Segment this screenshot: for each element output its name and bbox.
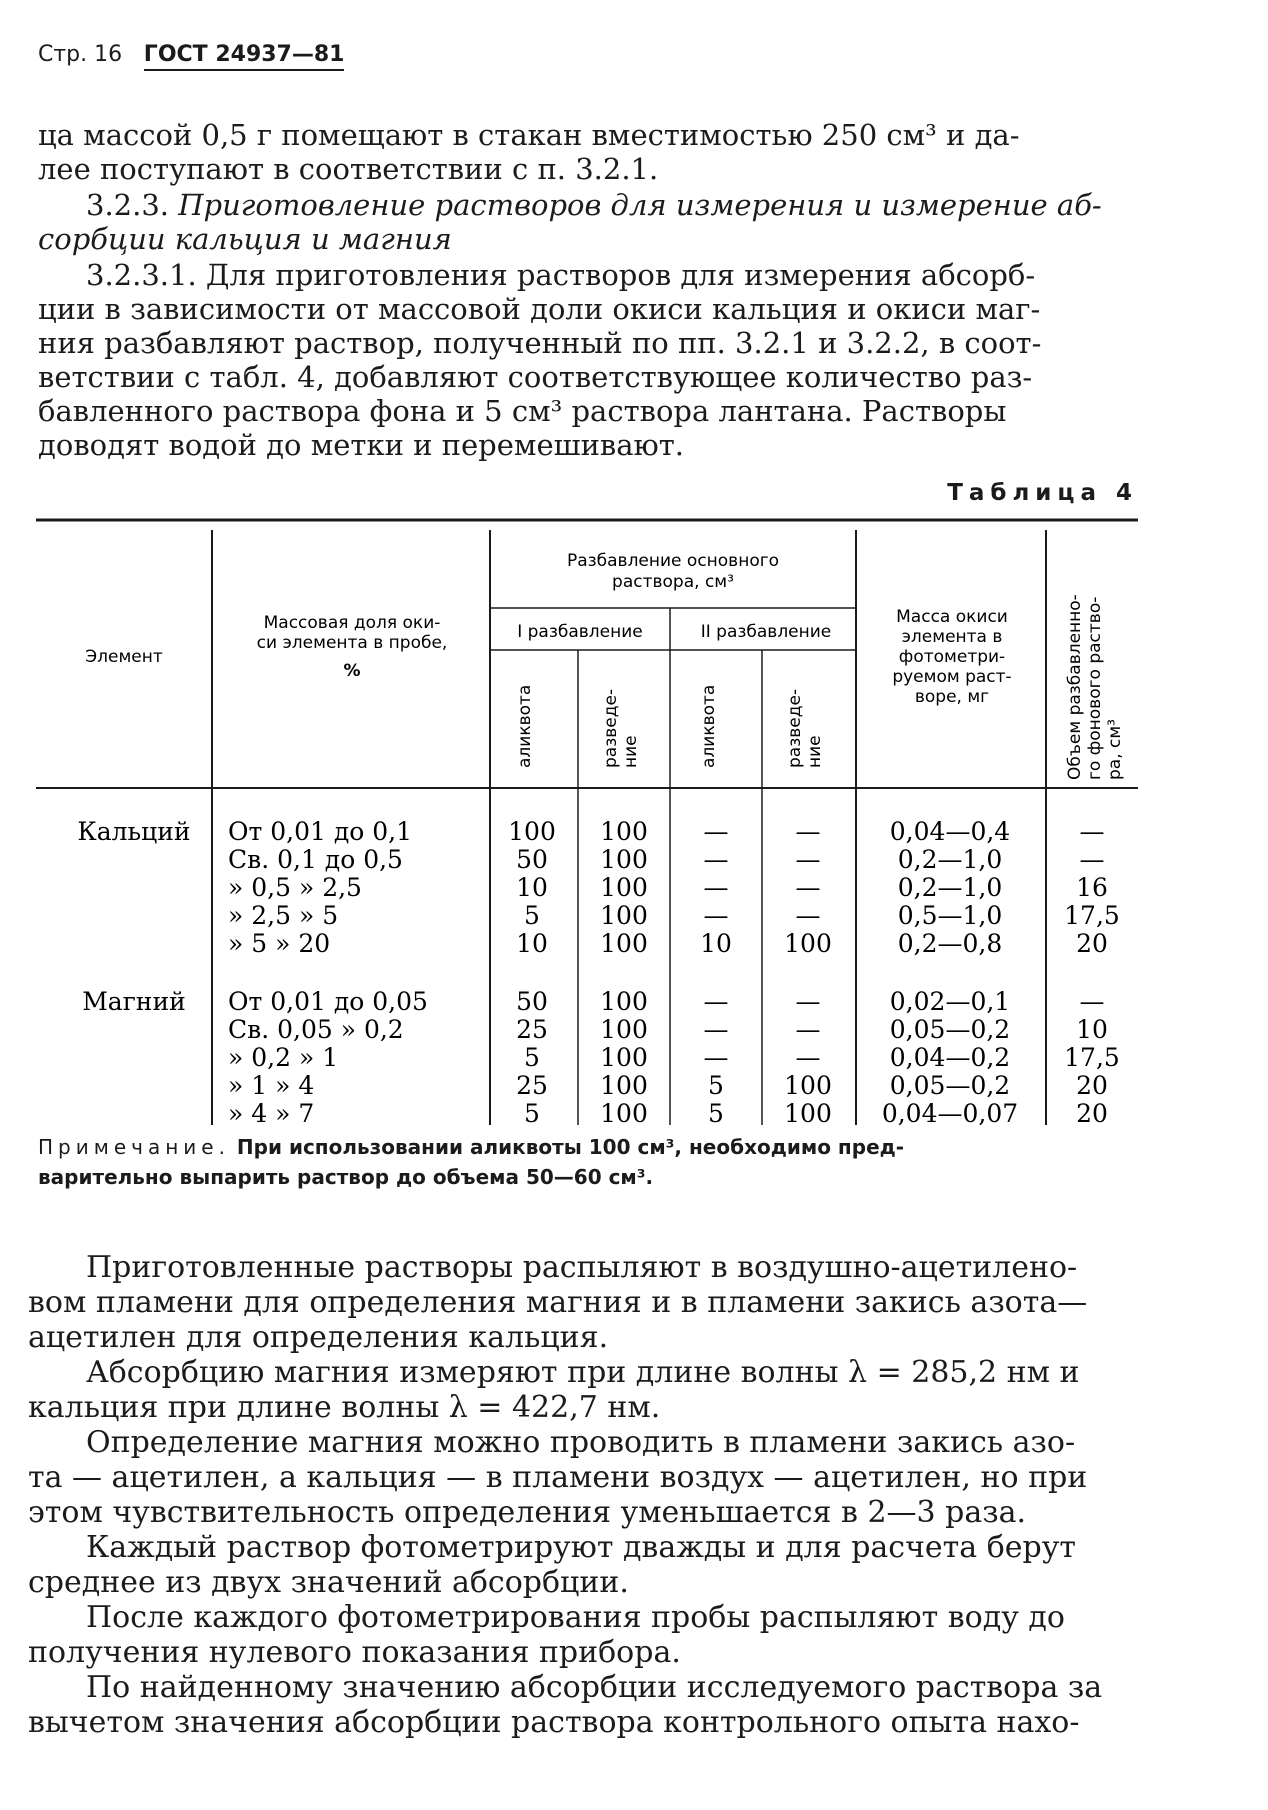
cell-range: » 5 » 20 [228,929,331,958]
cell-mass: 0,2—1,0 [897,845,1003,874]
cell-range: » 2,5 » 5 [228,901,339,930]
header-mass-oxide: фотометри- [898,647,1006,667]
calcium-row [228,845,1105,874]
header-mass-fraction-unit: % [343,661,361,681]
cell-aliquot-2: 10 [700,929,732,958]
text-line: доводят водой до метки и перемешивают. [38,428,685,462]
header-volume: го фонового раство- [1085,596,1105,780]
cell-dilution-1: 100 [600,901,648,930]
cell-volume: 17,5 [1064,1043,1120,1072]
cell-aliquot-1: 5 [524,901,540,930]
cell-dilution-1: 100 [600,845,648,874]
text-line: среднее из двух значений абсорбции. [28,1565,629,1600]
text-line: та — ацетилен, а кальция — в пламени воздух — ацетилен, но при [28,1460,1088,1495]
table-note [38,1132,1138,1192]
cell-aliquot-1: 10 [516,929,548,958]
cell-aliquot-1: 50 [516,845,548,874]
cell-mass: 0,04—0,07 [881,1099,1019,1128]
cell-volume: 20 [1076,929,1108,958]
magnesium-row [228,1043,1120,1072]
header-dilution-2: II разбавление [700,622,832,642]
calcium-row [228,873,1108,902]
cell-dilution-1: 100 [600,873,648,902]
header-mass-oxide: руемом раст- [892,667,1012,687]
cell-volume: 17,5 [1064,901,1120,930]
text-line: ца массой 0,5 г помещают в стакан вместимостью 250 см³ и да- [38,118,1020,152]
cell-aliquot-1: 5 [524,1099,540,1128]
cell-mass: 0,04—0,2 [889,1043,1011,1072]
magnesium-row [228,1071,1108,1100]
text-line: кальция при длине волны λ = 422,7 нм. [28,1390,661,1425]
cell-dilution-1: 100 [600,1099,648,1128]
section-title: Приготовление растворов для измерения и измерение аб- [178,188,1102,222]
cell-dilution-1: 100 [600,1043,648,1072]
cell-volume: 20 [1076,1071,1108,1100]
table-caption: Таблица 4 [947,480,1138,506]
header-dilution-sub-1: ние [621,735,641,768]
text-line: ацетилен для определения кальция. [28,1320,609,1355]
text-line: получения нулевого показания прибора. [28,1635,681,1670]
cell-mass: 0,02—0,1 [889,987,1011,1016]
cell-aliquot-2: 5 [708,1071,724,1100]
text-line: бавленного раствора фона и 5 см³ раствора лантана. Растворы [38,394,1007,428]
cell-range: » 1 » 4 [228,1071,315,1100]
cell-volume: — [1079,845,1105,874]
magnesium-row [228,987,1105,1016]
cell-aliquot-2: — [703,817,729,846]
cell-range: От 0,01 до 0,1 [228,817,413,846]
cell-dilution-2: — [795,873,821,902]
text-line: ветствии с табл. 4, добавляют соответствующее количество раз- [38,360,1033,394]
element-calcium: Кальций [77,817,191,846]
magnesium-row [228,1015,1108,1044]
cell-dilution-1: 100 [600,817,648,846]
header-mass-fraction: си элемента в пробе, [256,633,448,653]
cell-mass: 0,05—0,2 [889,1015,1011,1044]
note-text: При использовании аликвоты 100 см³, необходимо пред- [236,1135,905,1159]
text-line: Каждый раствор фотометрируют дважды и для расчета берут [86,1530,1076,1565]
cell-range: » 0,2 » 1 [228,1043,339,1072]
header-volume: ра, см³ [1105,718,1125,780]
body-paragraphs [28,1250,1138,1740]
standard-number: ГОСТ 24937—81 [144,42,345,71]
cell-aliquot-2: 5 [708,1099,724,1128]
cell-aliquot-1: 100 [508,817,556,846]
cell-aliquot-2: — [703,987,729,1016]
cell-dilution-2: 100 [784,929,832,958]
cell-dilution-2: — [795,1015,821,1044]
header-mass-oxide: Масса окиси [896,607,1008,627]
cell-mass: 0,2—0,8 [897,929,1003,958]
cell-mass: 0,05—0,2 [889,1071,1011,1100]
calcium-row [228,901,1120,930]
cell-mass: 0,04—0,4 [889,817,1011,846]
text-line: 3.2.3.1. Для приготовления растворов для измерения абсорб- [86,258,1036,292]
cell-aliquot-1: 50 [516,987,548,1016]
text-line: вом пламени для определения магния и в пламени закись азота— [28,1285,1088,1320]
text-line: По найденному значению абсорбции исследуемого раствора за [86,1670,1103,1705]
cell-volume: — [1079,987,1105,1016]
cell-dilution-1: 100 [600,987,648,1016]
cell-aliquot-1: 25 [516,1015,548,1044]
cell-dilution-1: 100 [600,1015,648,1044]
header-dilution-sub-2: разведе- [785,688,805,768]
cell-range: Св. 0,05 » 0,2 [228,1015,404,1044]
text-line: ния разбавляют раствор, полученный по пп. 3.2.1 и 3.2.2, в соот- [38,326,1042,360]
text-line: Абсорбцию магния измеряют при длине волны λ = 285,2 нм и [86,1355,1080,1390]
section-number: 3.2.3. [86,188,170,222]
section-title-cont: сорбции кальция и магния [38,222,452,256]
cell-aliquot-2: — [703,845,729,874]
cell-dilution-1: 100 [600,929,648,958]
header-dilution: Разбавление основного [566,551,780,571]
header-aliquot-1: аликвота [515,684,535,768]
text-line: вычетом значения абсорбции раствора контрольного опыта нахо- [28,1705,1080,1740]
header-mass-fraction: Массовая доля оки- [263,613,441,633]
cell-aliquot-2: — [703,873,729,902]
text-line: Определение магния можно проводить в пламени закись азо- [86,1425,1076,1460]
magnesium-row [228,1099,1108,1128]
header-dilution-sub-1: разведе- [601,688,621,768]
cell-mass: 0,2—1,0 [897,873,1003,902]
note-text: варительно выпарить раствор до объема 50—60 см³. [38,1165,654,1189]
cell-volume: — [1079,817,1105,846]
text-line: Приготовленные растворы распыляют в воздушно-ацетилено- [86,1250,1078,1285]
cell-dilution-2: — [795,1043,821,1072]
cell-dilution-2: — [795,845,821,874]
cell-aliquot-2: — [703,1043,729,1072]
cell-dilution-2: 100 [784,1071,832,1100]
cell-mass: 0,5—1,0 [897,901,1003,930]
header-element: Элемент [85,647,163,667]
cell-dilution-1: 100 [600,1071,648,1100]
cell-range: » 0,5 » 2,5 [228,873,362,902]
cell-dilution-2: — [795,901,821,930]
element-magnesium: Магний [82,987,186,1016]
page-number: Стр. 16 [38,42,123,67]
header-dilution-1: I разбавление [517,622,643,642]
cell-aliquot-1: 10 [516,873,548,902]
cell-volume: 10 [1076,1015,1108,1044]
note-label: Примечание. [38,1135,230,1159]
text-line: лее поступают в соответствии с п. 3.2.1. [38,152,659,186]
header-mass-oxide: воре, мг [914,687,990,707]
cell-volume: 20 [1076,1099,1108,1128]
cell-dilution-2: 100 [784,1099,832,1128]
cell-volume: 16 [1076,873,1108,902]
calcium-row [228,817,1105,846]
cell-aliquot-1: 25 [516,1071,548,1100]
header-dilution-sub-2: ние [805,735,825,768]
cell-aliquot-1: 5 [524,1043,540,1072]
cell-range: От 0,01 до 0,05 [228,987,428,1016]
header-mass-oxide: элемента в [901,627,1003,647]
text-line: этом чувствительность определения уменьшается в 2—3 раза. [28,1495,1027,1530]
header-aliquot-2: аликвота [699,684,719,768]
cell-aliquot-2: — [703,1015,729,1044]
cell-range: » 4 » 7 [228,1099,315,1128]
cell-dilution-2: — [795,987,821,1016]
text-line: После каждого фотометрирования пробы распыляют воду до [86,1600,1065,1635]
text-line: ции в зависимости от массовой доли окиси кальция и окиси маг- [38,292,1041,326]
cell-dilution-2: — [795,817,821,846]
calcium-row [228,929,1108,958]
cell-range: Св. 0,1 до 0,5 [228,845,403,874]
header-dilution: раствора, см³ [612,572,734,592]
header-volume: Объем разбавленно- [1065,594,1085,780]
cell-aliquot-2: — [703,901,729,930]
